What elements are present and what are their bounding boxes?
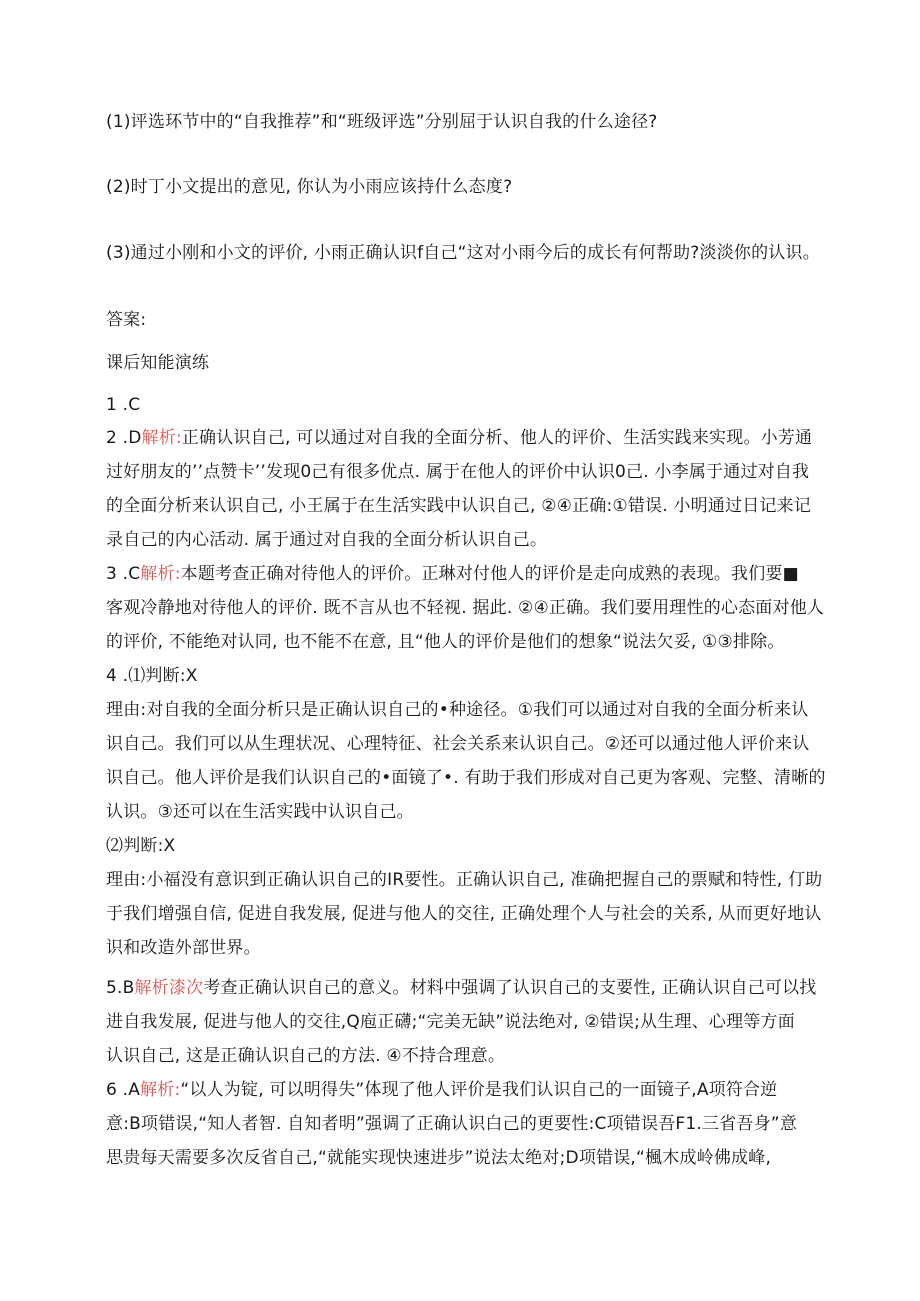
answer-3-line: 客观冷静地对待他人的评价. 既不言从也不轻视. 据此. ②④正确。我们要用理性的心态面对他人	[106, 598, 825, 618]
answer-6-first-text: “以人为锭, 可以明得失”体现了他人评价是我们认识自己的一面镜子,A项符合逆	[180, 1080, 778, 1100]
question-1: (1)评选环节中的“自我推荐”和“班级评选”分别屈于认识自我的什么途径?	[106, 112, 658, 132]
answer-5-line: 认识自己, 这是正确认识自己的方法. ④不持合理意。	[106, 1046, 506, 1066]
answer-5-first-text: 考查正确认识自己的意义。材料中强调了认识自己的支要性, 正确认识自己可以找	[203, 978, 817, 998]
answer-5-prefix: 5.B	[106, 978, 135, 998]
answer-6-first-line	[106, 1078, 777, 1102]
answer-5-line: 进自我发展, 促进与他人的交往,Q庖正礴;“完美无缺”说法绝对, ②错误;从生理、心理等方面	[106, 1012, 795, 1032]
answer-4-reason-line: 理由:对自我的全面分析只是正确认识自己的•种途径。①我们可以通过对自我的全面分析来认	[106, 700, 809, 720]
answer-label: 答案:	[106, 310, 147, 330]
question-3: (3)通过小刚和小文的评价, 小雨正确认识f自己“这对小雨今后的成长有何帮助?淡淡你的认识。	[106, 243, 820, 263]
question-2: (2)时丁小文提出的意见, 你认为小雨应该持什么态度?	[106, 177, 513, 197]
answer-3-prefix: 3 .C	[106, 564, 141, 584]
answer-4-judgment-1: 4 .⑴判断:X	[106, 666, 198, 686]
answer-2-prefix: 2 .D	[106, 428, 142, 448]
section-title: 课后知能演练	[106, 353, 210, 373]
answer-4-reason-line: 识自己。他人评价是我们认识自己的•面镜了•. 有助于我们形成对自己更为客观、完整、清晰的	[106, 768, 826, 788]
answer-4-reason-line: 识和改造外部世界。	[106, 938, 261, 958]
answer-4-reason-line: 理由:小福没有意识到正确认识自己的IR要性。正确认识自己, 准确把握自己的票赋和特性, 仃助	[106, 870, 823, 890]
answer-3-analysis-label: 解析:	[140, 564, 181, 584]
answer-4-reason-line: 于我们增强自信, 促进自我发展, 促进与他人的交往, 正确处理个人与社会的关系, 从而更好地认	[106, 904, 822, 924]
answer-6-line: 意:B项错误,“知人者智. 自知者明”强调了正确认识白己的更要性:C项错误吾F1.三省吾身”意	[106, 1114, 798, 1134]
answer-1: 1 .C	[106, 395, 141, 415]
answer-2-analysis-label: 解析:	[141, 428, 182, 448]
answer-5-first-line	[106, 976, 817, 1000]
answer-6-line: 思贵每天需要多次反省自己,“就能实现快速进步”说法太绝对;D项错误,“楓木成岭佛成峰,	[106, 1148, 772, 1168]
answer-2-line: 录自己的内心活动. 属于通过对自我的全面分析认识自己。	[106, 530, 548, 550]
answer-5-analysis-label: 解析漆次	[134, 978, 204, 998]
answer-3-first-line	[106, 562, 799, 586]
answer-2-first-line	[106, 426, 812, 450]
answer-3-first-text: 本题考查正确对待他人的评价。正琳对付他人的评价是走向成熟的表现。我们要■	[180, 564, 799, 584]
answer-4-reason-line: 识自己。我们可以从生理状况、心理特征、社会关系来认识自己。②还可以通过他人评价来认	[106, 734, 810, 754]
answer-2-first-text: 正确认识自己, 可以通过对自我的全面分析、他人的评价、生活实践来实现。小芳通	[181, 428, 813, 448]
answer-2-line: 的全面分析来认识自己, 小王属于在生活实践中认识自己, ②④正确:①错误. 小明通过日记来记	[106, 496, 812, 516]
answer-4-reason-line: 认识。③还可以在生活实践中认识自己。	[106, 802, 414, 822]
answer-2-line: 过好朋友的’’点赞卡’’发现0己有很多优点. 属于在他人的评价中认识0己. 小李属于通过对自我	[106, 462, 810, 482]
answer-4-judgment-2: ⑵判断:X	[106, 836, 176, 856]
answer-6-analysis-label: 解析:	[140, 1080, 181, 1100]
answer-6-prefix: 6 .A	[106, 1080, 141, 1100]
answer-3-line: 的评价, 不能绝对认同, 也不能不在意, 且“他人的评价是他们的想象“说法欠妥, ①③排除。	[106, 632, 785, 652]
